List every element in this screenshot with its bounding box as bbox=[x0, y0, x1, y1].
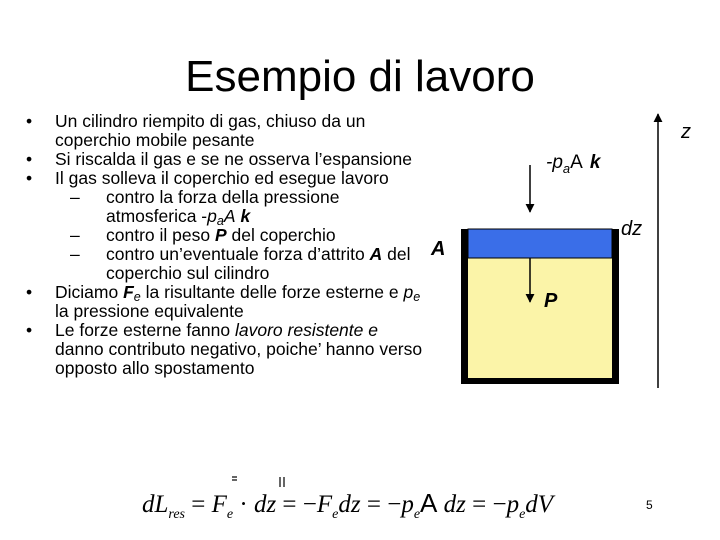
work-formula: $dL_{res} = F_e$ · dz = $-F_edz = -p_eA$ dz = $-p_edV$ bbox=[142, 488, 554, 522]
cylinder-right-wall bbox=[612, 229, 619, 384]
cylinder-left-wall bbox=[461, 229, 468, 384]
gas-region bbox=[468, 258, 612, 380]
sub-bullet-item: – contro il peso P del coperchio bbox=[70, 225, 336, 245]
pressure-force-label: $-p_aA$ k bbox=[546, 152, 601, 176]
bullet-item: • Un cilindro riempito di gas, chiuso da un coperchio mobile pesante bbox=[26, 112, 426, 150]
lid bbox=[468, 229, 612, 258]
dz-label: dz bbox=[621, 218, 643, 240]
sub-bullet-item: – contro un’eventuale forza d’attrito A del coperchio sul cilindro bbox=[70, 244, 411, 283]
sub-bullet-item: – contro la forza della pressione atmosferica $-p_aA$ k bbox=[70, 187, 340, 229]
page-number: 5 bbox=[646, 498, 653, 512]
slide-title: Esempio di lavoro bbox=[185, 52, 535, 101]
bullet-item: • Diciamo $F_e$ la risultante delle forze esterne e $p_e$ la pressione equivalente bbox=[26, 283, 426, 321]
bullet-item: • Il gas solleva il coperchio ed esegue lavoro bbox=[26, 169, 426, 188]
area-label: A bbox=[431, 238, 446, 260]
bullet-item: • Si riscalda il gas e se ne osserva l’espansione bbox=[26, 150, 426, 169]
bullet-item: • Le forze esterne fanno lavoro resistente e danno contributo negativo, poiche’ hanno verso opposto allo spostamento bbox=[26, 321, 426, 378]
cylinder-bottom bbox=[461, 378, 619, 384]
z-label: z bbox=[681, 121, 691, 143]
weight-label: P bbox=[544, 290, 558, 312]
